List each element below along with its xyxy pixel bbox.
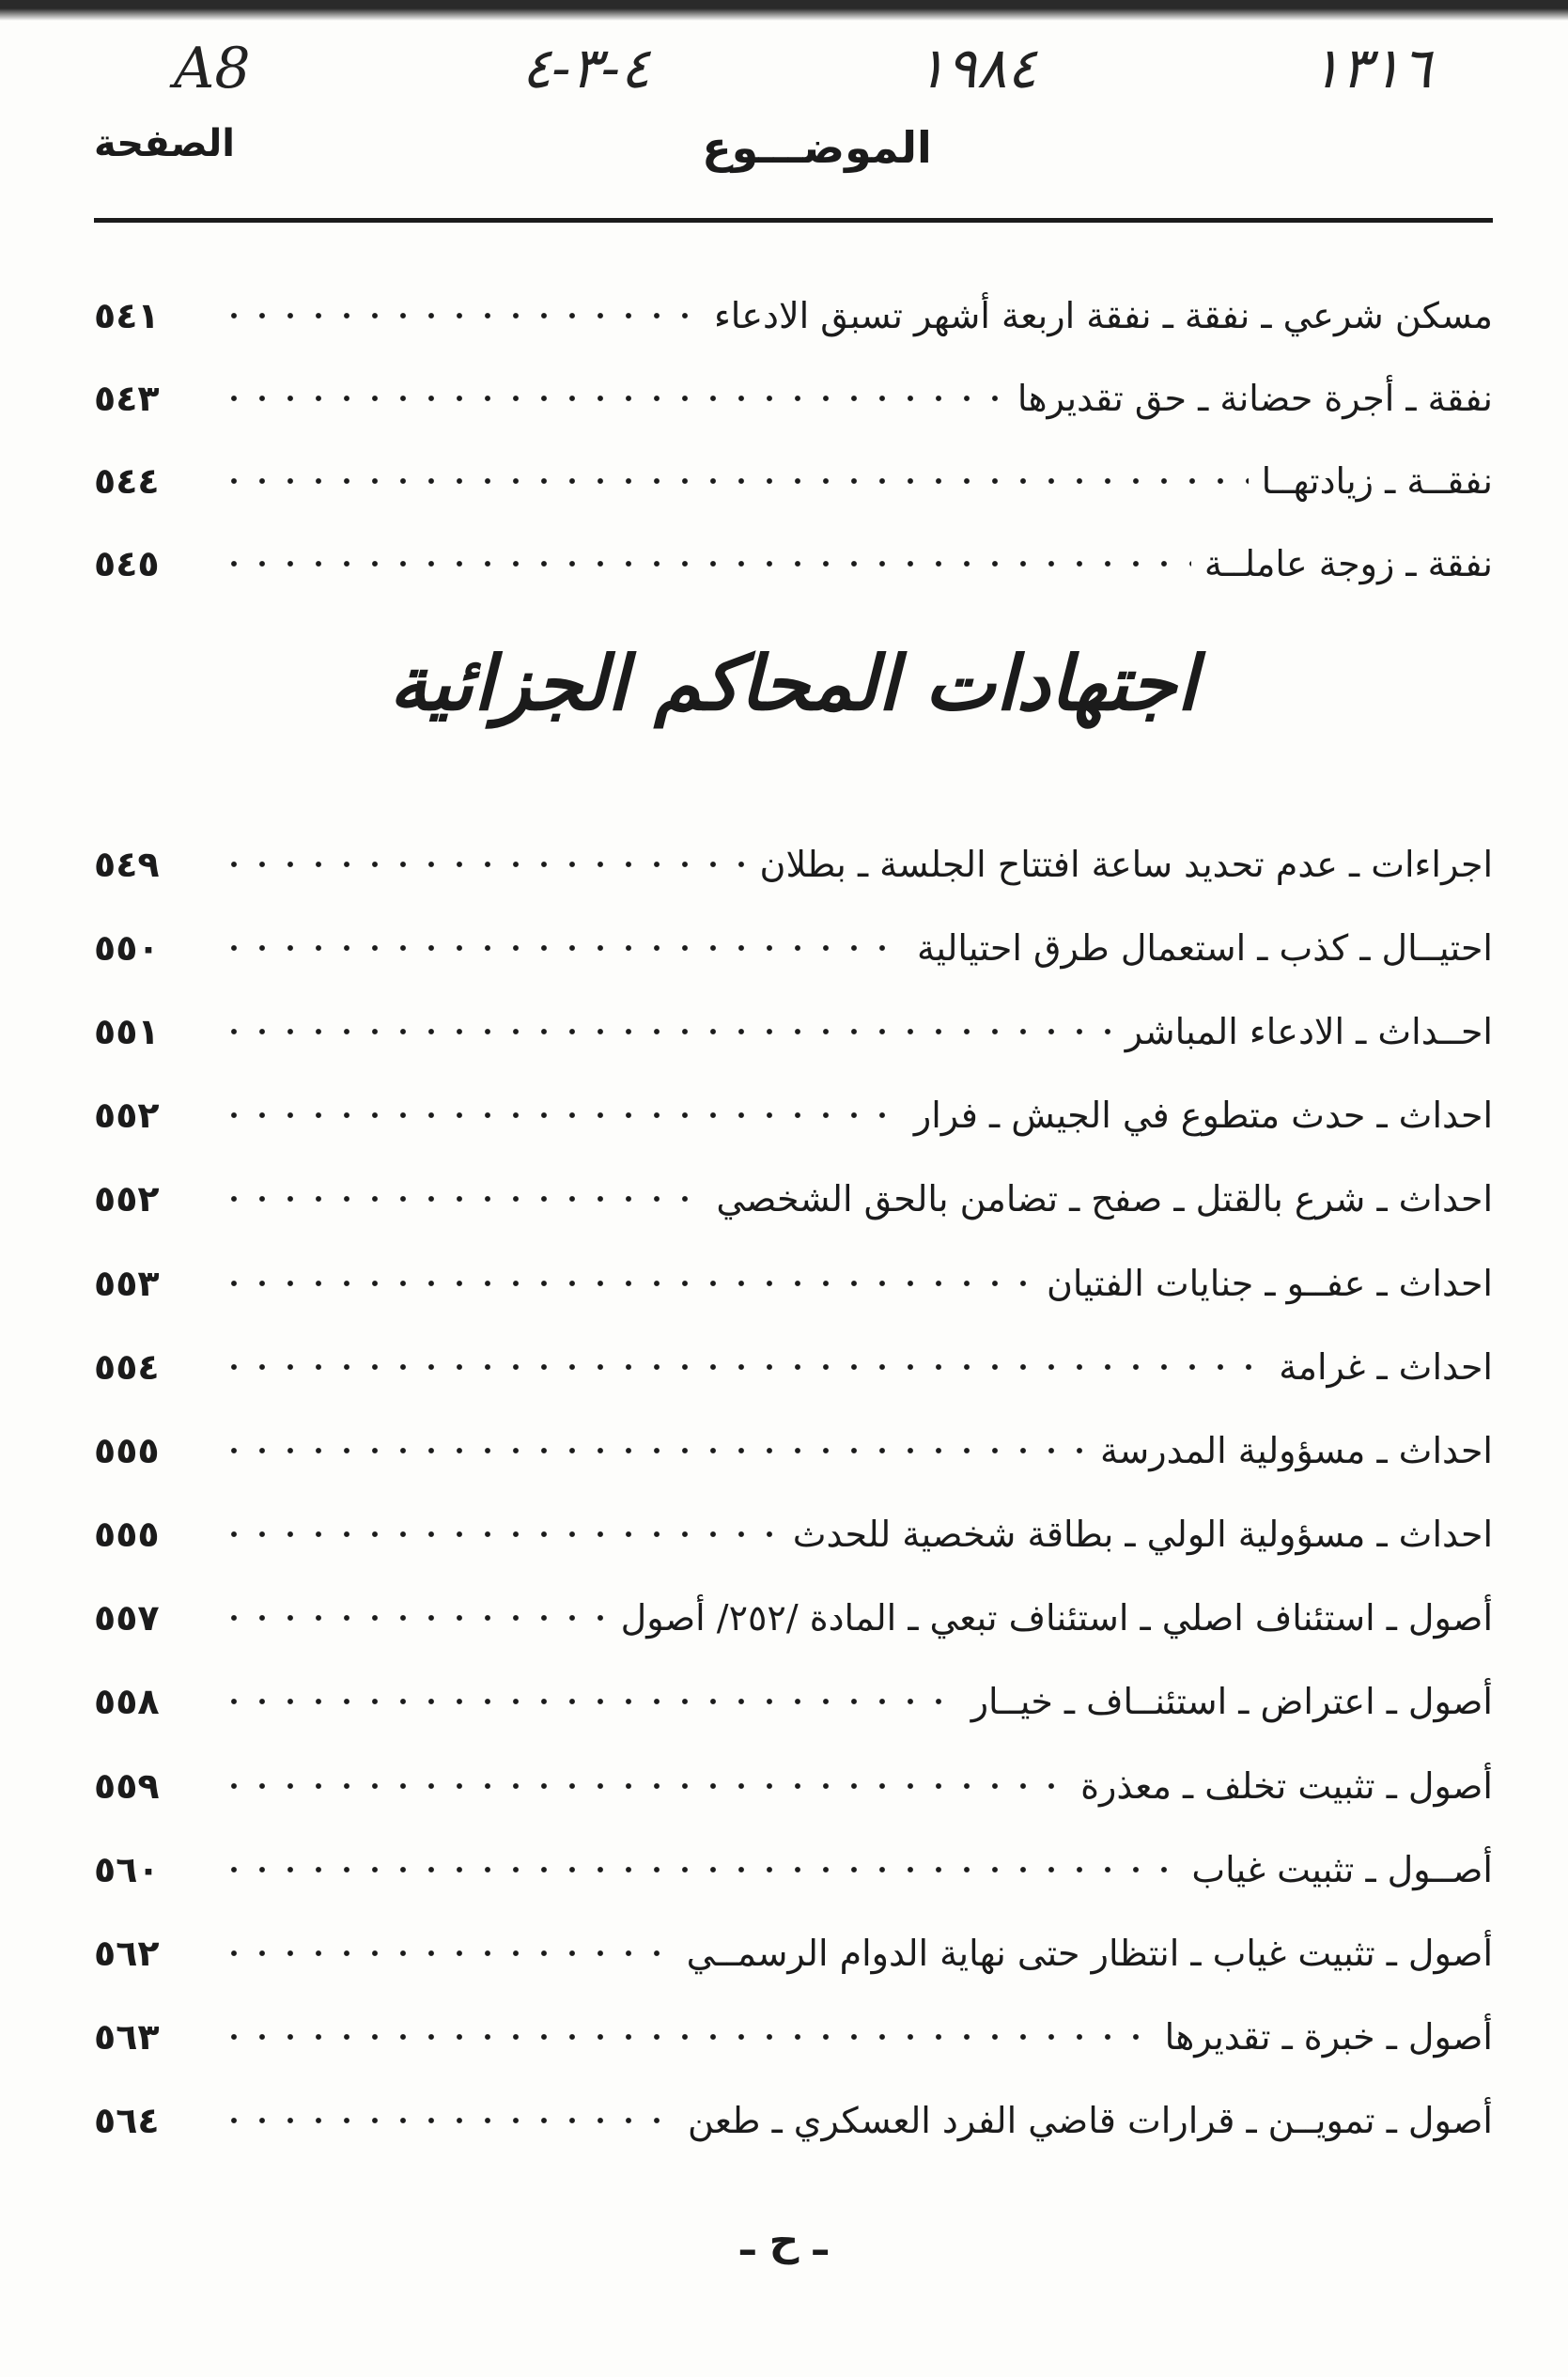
toc-page-number: ٥٥٢ <box>94 1095 160 1137</box>
dot-leader <box>220 1686 958 1717</box>
toc-list-part1 <box>94 274 1493 605</box>
toc-topic: احداث ـ شرع بالقتل ـ صفح ـ تضامن بالحق الشخصي <box>716 1178 1493 1220</box>
toc-list-part2 <box>94 822 1493 2163</box>
toc-topic: احداث ـ مسؤولية الولي ـ بطاقة شخصية للحدث <box>792 1514 1493 1556</box>
toc-topic: مسكن شرعي ـ نفقة ـ نفقة اربعة أشهر تسبق الادعاء <box>713 295 1493 336</box>
scan-top-edge <box>0 0 1568 21</box>
toc-row <box>94 522 1493 605</box>
dot-leader <box>220 1770 1067 1802</box>
toc-row <box>94 1660 1493 1744</box>
toc-topic: احداث ـ مسؤولية المدرسة <box>1100 1429 1493 1471</box>
toc-page-number: ٥٥٨ <box>94 1681 160 1723</box>
dot-leader <box>220 548 1191 580</box>
toc-row <box>94 1493 1493 1577</box>
toc-page-number: ٥٤٥ <box>94 543 160 584</box>
toc-page-number: ٥٤٤ <box>94 460 160 502</box>
toc-topic: أصول ـ اعتراض ـ استئنــاف ـ خيــار <box>970 1681 1493 1723</box>
toc-row <box>94 822 1493 906</box>
toc-row <box>94 1744 1493 1827</box>
toc-topic: احــداث ـ الادعاء المباشر <box>1125 1010 1493 1052</box>
handwritten-note: A8 <box>174 36 251 101</box>
toc-row <box>94 1911 1493 1995</box>
toc-topic: أصول ـ تمويــن ـ قرارات قاضي الفرد العسكري ـ طعن <box>688 2100 1493 2142</box>
header-topic-label: الموضـــوع <box>702 122 932 173</box>
dot-leader <box>220 300 701 332</box>
toc-row <box>94 274 1493 357</box>
dot-leader <box>220 1937 674 1969</box>
toc-page-number: ٥٦٣ <box>94 2016 160 2059</box>
toc-row <box>94 440 1493 522</box>
toc-topic: أصول ـ استئناف اصلي ـ استئناف تبعي ـ المادة /٢٥٢/ أصول <box>620 1597 1493 1639</box>
dot-leader <box>220 1267 1033 1299</box>
toc-page-number: ٥٤٩ <box>94 843 160 885</box>
header-page-label: الصفحة <box>94 122 236 165</box>
toc-row <box>94 1577 1493 1660</box>
toc-page-number: ٥٥٥ <box>94 1514 160 1556</box>
toc-row <box>94 906 1493 989</box>
toc-row <box>94 1827 1493 1911</box>
toc-page-number: ٥٥١ <box>94 1010 160 1052</box>
handwritten-note: ١٣١٦ <box>1311 36 1432 101</box>
toc-page-number: ٥٥٤ <box>94 1345 160 1388</box>
toc-page-number: ٥٥٣ <box>94 1262 160 1304</box>
toc-header <box>94 122 1493 197</box>
toc-topic: نفقة ـ أجرة حضانة ـ حق تقديرها <box>1017 378 1493 419</box>
dot-leader <box>220 1435 1087 1467</box>
toc-topic: أصول ـ تثبيت تخلف ـ معذرة <box>1080 1764 1493 1807</box>
dot-leader <box>220 2021 1152 2053</box>
dot-leader <box>220 1518 780 1550</box>
toc-page-number: ٥٥٠ <box>94 926 160 969</box>
dot-leader <box>220 1016 1112 1048</box>
toc-row <box>94 989 1493 1073</box>
toc-page-number: ٥٦٤ <box>94 2100 160 2142</box>
toc-row <box>94 1325 1493 1408</box>
handwritten-note: ١٩٨٤ <box>916 36 1037 101</box>
header-divider <box>94 218 1493 223</box>
toc-topic: احداث ـ حدث متطوع في الجيش ـ فرار <box>913 1095 1493 1137</box>
toc-topic: أصــول ـ تثبيت غياب <box>1191 1848 1493 1890</box>
toc-topic: احداث ـ عفــو ـ جنايات الفتيان <box>1046 1262 1493 1304</box>
dot-leader <box>220 1351 1265 1383</box>
dot-leader <box>220 1183 703 1215</box>
toc-topic: احداث ـ غرامة <box>1279 1345 1493 1388</box>
dot-leader <box>220 382 1004 414</box>
toc-topic: أصول ـ خبرة ـ تقديرها <box>1164 2016 1493 2059</box>
toc-topic: نفقــة ـ زيادتهــا <box>1261 460 1493 502</box>
toc-row <box>94 1996 1493 2079</box>
toc-page-number: ٥٥٧ <box>94 1597 160 1639</box>
toc-page-number: ٥٦٢ <box>94 1933 160 1975</box>
toc-page-number: ٥٤٣ <box>94 378 160 419</box>
toc-row <box>94 1408 1493 1492</box>
toc-row <box>94 1241 1493 1325</box>
dot-leader <box>220 1099 901 1131</box>
dot-leader <box>220 932 904 964</box>
dot-leader <box>220 465 1249 497</box>
dot-leader <box>220 848 747 880</box>
toc-page-number: ٥٥٩ <box>94 1764 160 1807</box>
toc-topic: احتيــال ـ كذب ـ استعمال طرق احتيالية <box>916 926 1493 969</box>
toc-row <box>94 1157 1493 1241</box>
page-number-mark: ـ ح ـ <box>740 2217 828 2265</box>
toc-page-number: ٥٥٢ <box>94 1178 160 1220</box>
toc-row <box>94 357 1493 440</box>
toc-page-number: ٥٥٥ <box>94 1429 160 1471</box>
dot-leader <box>220 2105 675 2136</box>
dot-leader <box>220 1602 608 1634</box>
toc-page-number: ٥٤١ <box>94 295 160 336</box>
section-title: اجتهادات المحاكم الجزائية <box>389 639 1198 727</box>
dot-leader <box>220 1854 1178 1886</box>
toc-topic: أصول ـ تثبيت غياب ـ انتظار حتى نهاية الدوام الرسمــي <box>686 1933 1493 1975</box>
toc-topic: اجراءات ـ عدم تحديد ساعة افتتاح الجلسة ـ بطلان <box>759 843 1493 885</box>
toc-page-number: ٥٦٠ <box>94 1848 160 1890</box>
toc-row <box>94 1074 1493 1157</box>
handwritten-note: ٤-٣-٤ <box>521 36 651 101</box>
toc-topic: نفقة ـ زوجة عاملــة <box>1203 543 1493 584</box>
toc-row <box>94 2079 1493 2163</box>
